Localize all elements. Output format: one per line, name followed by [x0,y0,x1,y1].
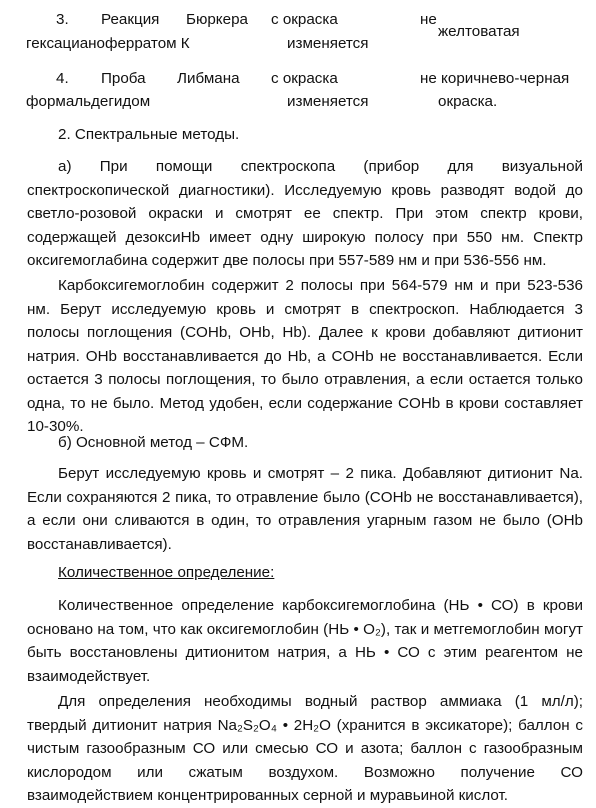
row3-col2-line1: с окраска [271,11,338,28]
row4-name-word1: Проба [101,70,146,87]
row4-col2-line1: с окраска [271,70,338,87]
paragraph-spectroscope: а) При помощи спектроскопа (прибор для визуальной спектроскопической диагностики). Исследуемую кровь разводят водой до светло-розовой окраски и смотрят ее спектр. При этом спектр крови, содержащей дезоксиHb имеет одну широкую полосу при 550 нм. Спектр оксигемоглабина содержит две полосы при 557-589 нм и при 536-556 нм. [27,158,583,269]
row3-col3-ne: не [420,11,437,28]
section-heading-quantitative: Количественное определение: [58,564,275,581]
row4-col2-line2: изменяется [287,93,369,110]
row3-name-word1: Реакция [101,11,160,28]
row3-col3-result: желтоватая [438,23,520,40]
row4-name-line2: формальдегидом [26,93,151,110]
row3-number: 3. [56,11,69,28]
row4-number: 4. [56,70,69,87]
row4-col3-line1: не коричнево-черная [420,70,570,87]
row3-name-line2: гексацианоферратом К [26,35,190,52]
paragraph-quantitative: Количественное определение карбоксигемоглобина (НЬ • СО) в крови основано на том, что как оксигемоглобин (НЬ • O₂), так и метгемоглобин могут быть восстановлены дитионитом натрия, а НЬ • СО с этим реагентом не взаимодействует. [27,597,583,685]
row3-name-word2: Бюркера [186,11,248,28]
row3-col2-line2: изменяется [287,35,369,52]
row4-name-word2: Либмана [177,70,240,87]
paragraph-sfm: Берут исследуемую кровь и смотрят – 2 пика. Добавляют дитионит Na. Если сохраняются 2 пика, то отравление было (COHb не восстанавливается), а если они сливаются в один, то отравления угарным газом не было (OHb восстанавливается). [27,465,583,553]
paragraph-carboxyhemoglobin: Карбоксигемоглобин содержит 2 полосы при 564-579 нм и при 523-536 нм. Берут исследуемую кровь и смотрят в спектроскоп. Наблюдается 3 полосы поглощения (COHb, OHb, Hb). Далее к крови добавляют дитионит натрия. OHb восстанавливается до Hb, а COHb не восстанавливается. Если остается 3 полосы поглощения, то было отравления, а если остается только одна, то не было. Метод удобен, если содержание COHb в крови составляет 10-30%. [27,277,583,435]
section-heading-sfm: б) Основной метод – СФМ. [58,434,249,451]
paragraph-reagents: Для определения необходимы водный раствор аммиака (1 мл/л); твердый дитионит натрия Na₂S₂O₄ • 2H₂O (хранится в эксикаторе); баллон с чистым газообразным СО или смесью СО и азота; баллон с газообразным кислородом или сжатым воздухом. Возможно получение СО взаимодействием концентрированных серной и муравьиной кислот. [27,693,583,804]
section-heading-spectral: 2. Спектральные методы. [58,126,240,143]
row4-col3-line2: окраска. [438,93,498,110]
